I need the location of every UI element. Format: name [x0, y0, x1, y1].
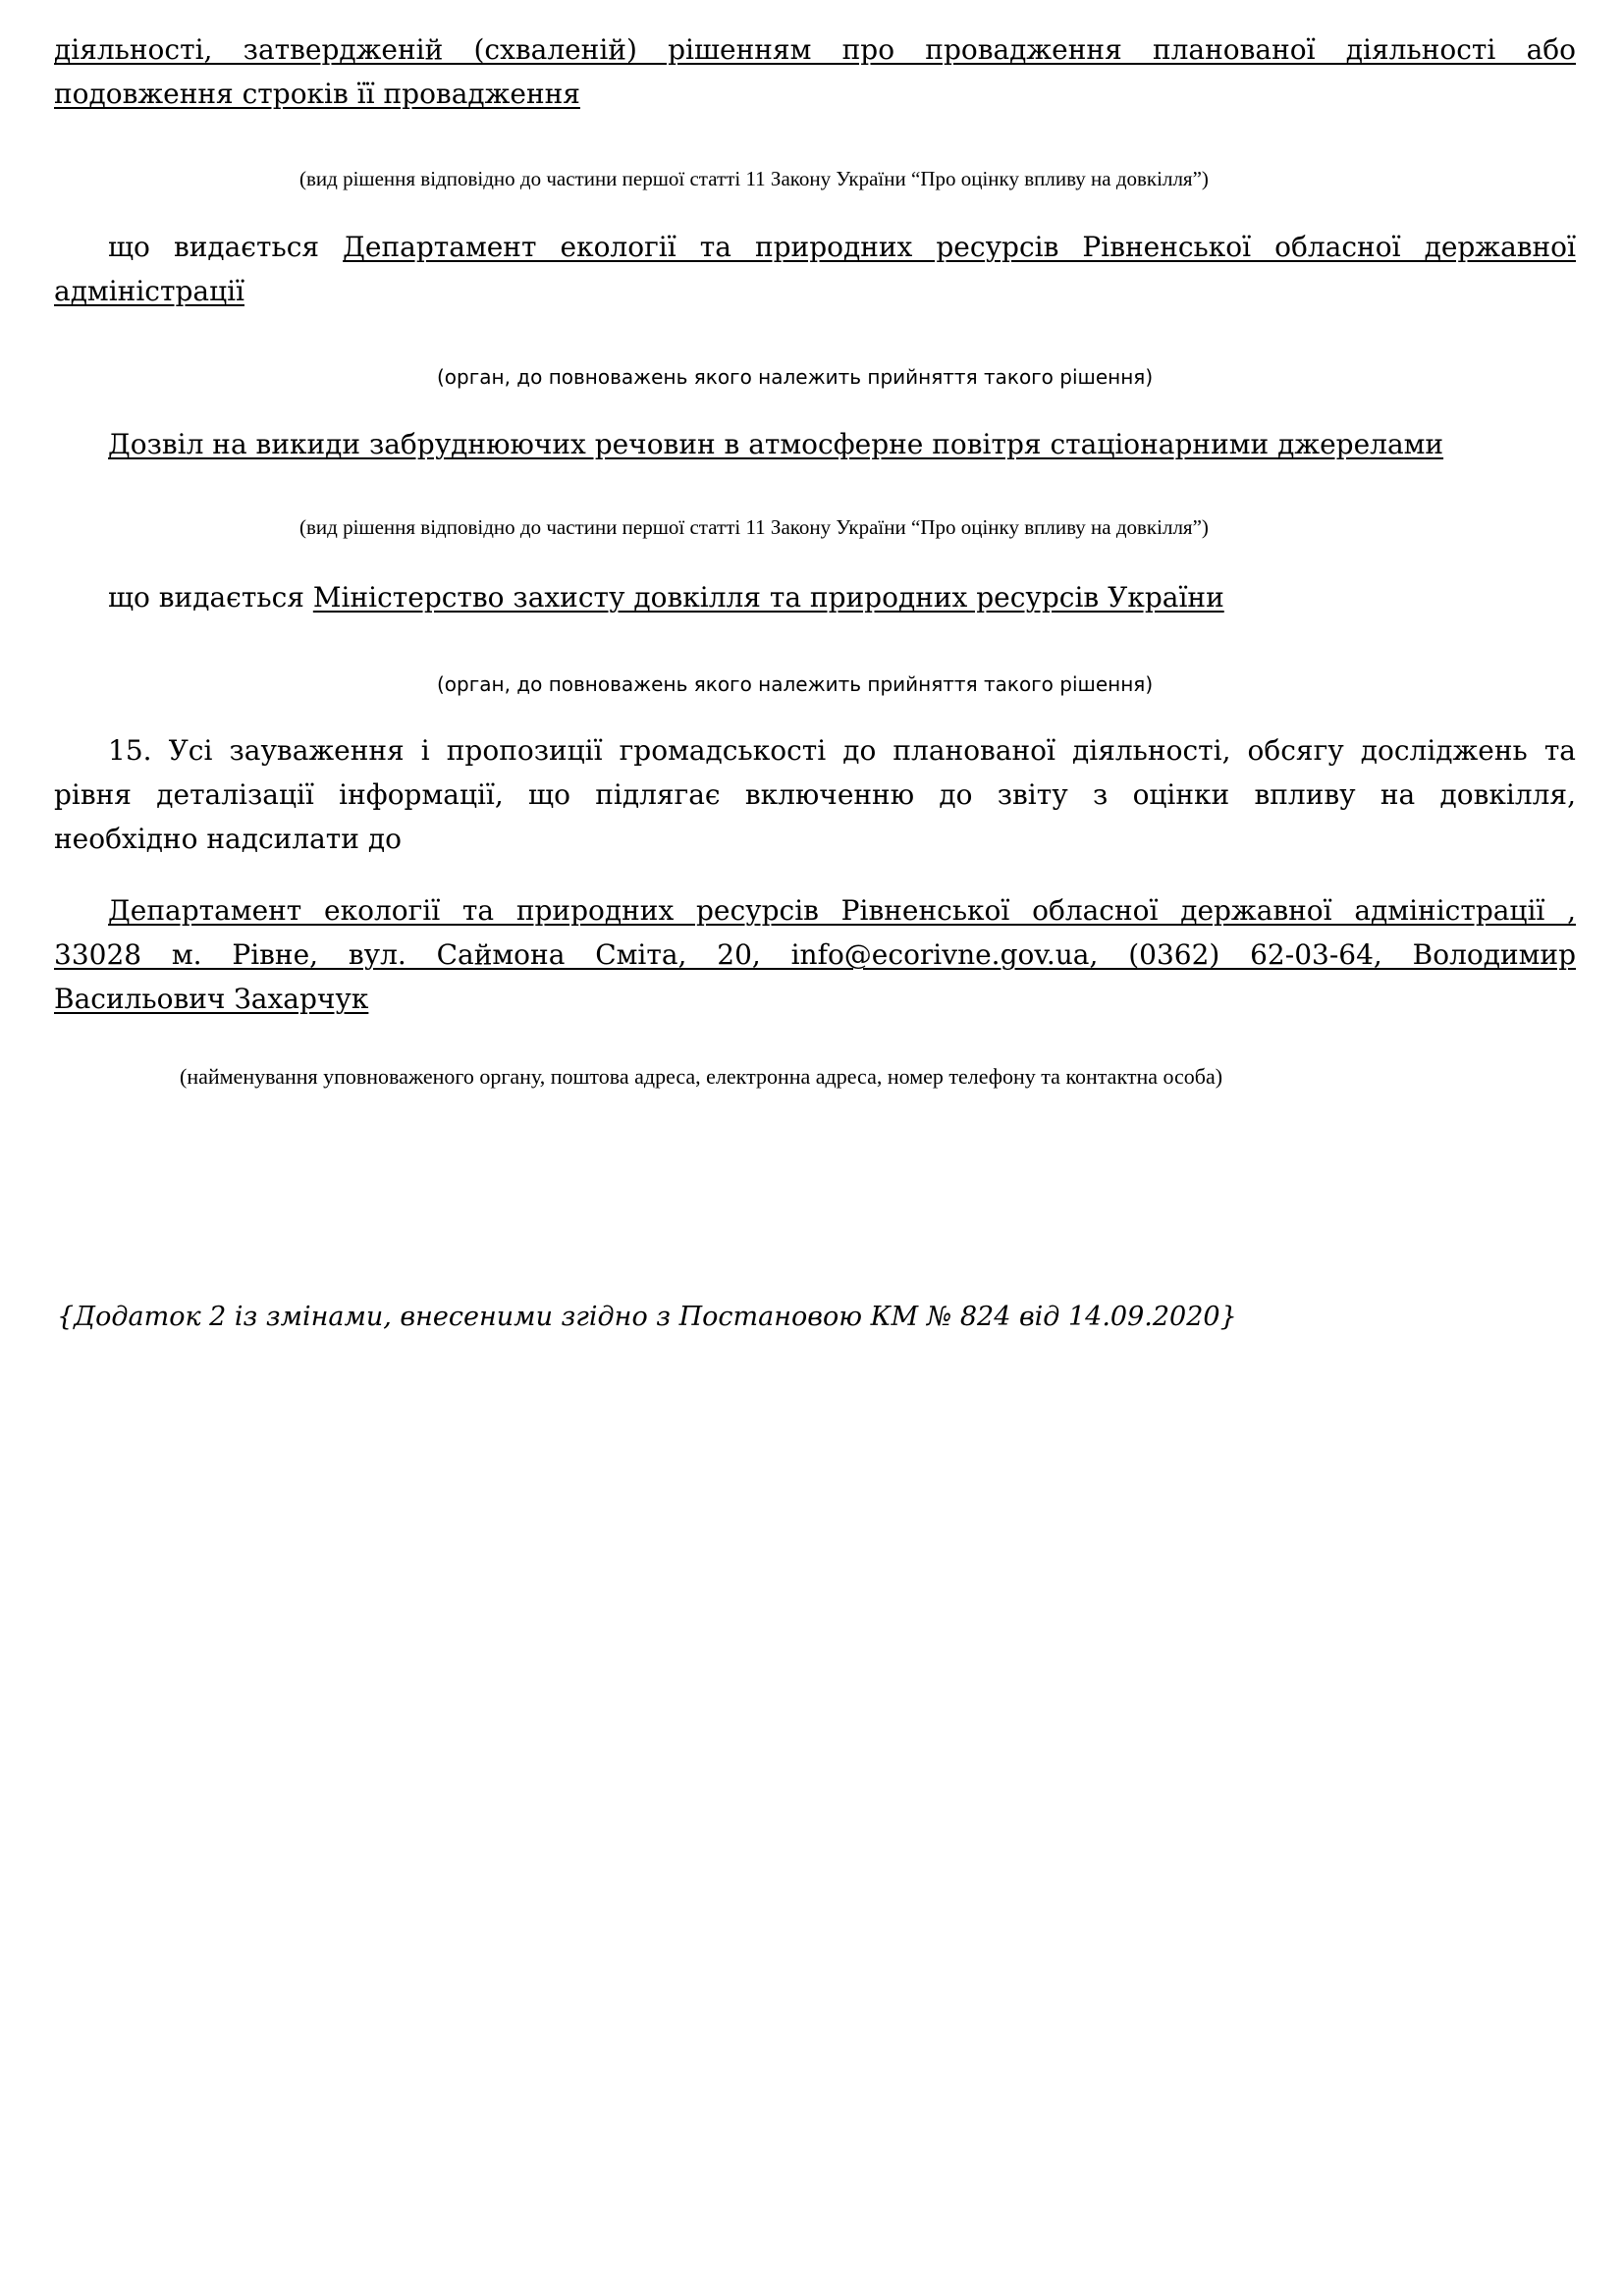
issuer-1-line-1: Департамент екології та природних ресурсів Рівненської обласної державної [343, 231, 1576, 263]
amendment-note: {Додаток 2 із змінами, внесеними згідно з Постановою КМ № 824 від 14.09.2020} [57, 1302, 1237, 1332]
issuer-1-text [54, 225, 1576, 313]
issuer-2-text [108, 575, 1532, 619]
decision-2-text [108, 422, 1532, 466]
decision-1-line-1: діяльності, затвердженій (схваленій) рішенням про провадження планованої діяльності або [54, 33, 1576, 66]
issuer-1-line-2: адміністрації [54, 275, 244, 307]
decision-2-note: (вид рішення відповідно до частини першої статті 11 Закону України “Про оцінку впливу на довкілля”) [299, 515, 1209, 539]
section-15-line-1: 15. Усі зауваження і пропозиції громадськості до планованої діяльності, обсягу досліджень та [108, 734, 1576, 767]
issuer-2-line: Міністерство захисту довкілля та природних ресурсів України [312, 581, 1224, 614]
contact-text [54, 888, 1576, 1021]
section-15-line-3: необхідно надсилати до [54, 823, 402, 855]
decision-2-line: Дозвіл на викиди забруднюючих речовин в атмосферне повітря стаціонарними джерелами [108, 428, 1444, 460]
contact-line-2: 33028 м. Рівне, вул. Саймона Сміта, 20, info@ecorivne.gov.ua, (0362) 62-03-64, Володимир [54, 938, 1576, 971]
contact-line-3: Васильович Захарчук [54, 983, 369, 1015]
decision-1-note: (вид рішення відповідно до частини першої статті 11 Закону України “Про оцінку впливу на довкілля”) [299, 167, 1209, 190]
issuer-2-prefix: що видається [108, 581, 304, 614]
section-15-line-2: рівня деталізації інформації, що підлягає включенню до звіту з оцінки впливу на довкілля, [54, 778, 1576, 811]
issuer-2-note: (орган, до повноважень якого належить прийняття такого рішення) [437, 672, 1154, 696]
issuer-1-note: (орган, до повноважень якого належить прийняття такого рішення) [437, 365, 1154, 389]
decision-1-text [54, 27, 1576, 116]
contact-line-1: Департамент екології та природних ресурсів Рівненської обласної державної адміністрації , [108, 894, 1576, 927]
contact-note: (найменування уповноваженого органу, поштова адреса, електронна адреса, номер телефону та контактна особа) [180, 1064, 1223, 1089]
section-15-text [54, 728, 1576, 861]
issuer-1-prefix: що видається [108, 231, 320, 263]
decision-1-line-2: подовження строків її провадження [54, 78, 580, 110]
